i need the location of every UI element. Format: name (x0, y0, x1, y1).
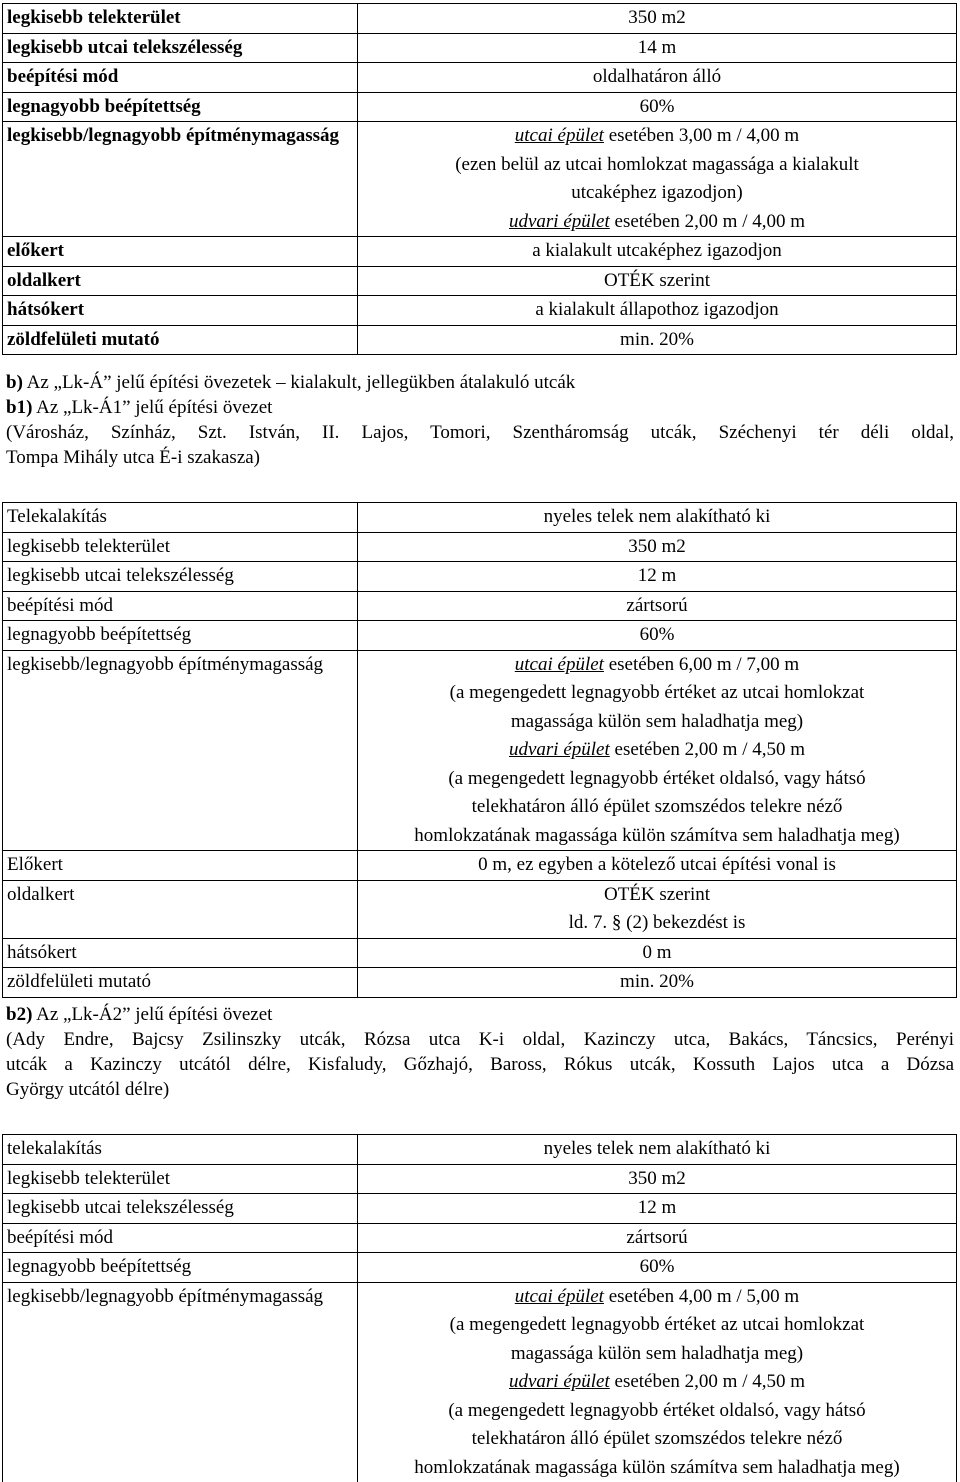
row-label: legnagyobb beépítettség (3, 621, 358, 651)
value-line: 12 m (362, 562, 952, 591)
value-line: magassága külön sem haladhatja meg) (362, 1340, 952, 1369)
value-line: 60% (362, 93, 952, 122)
table-row (3, 880, 957, 938)
row-label: legkisebb utcai telekszélesség (3, 1194, 358, 1224)
value-line: (a megengedett legnagyobb értéket oldalsó, vagy hátsó (362, 765, 952, 794)
row-value (358, 503, 957, 533)
value-line: min. 20% (362, 326, 952, 355)
row-label: hátsókert (3, 296, 358, 326)
row-label: hátsókert (3, 938, 358, 968)
table-row (3, 503, 957, 533)
table-row (3, 33, 957, 63)
value-line: (a megengedett legnagyobb értéket az utcai homlokzat (362, 1311, 952, 1340)
row-label: legkisebb telekterület (3, 4, 358, 34)
row-value (358, 968, 957, 998)
value-line: oldalhatáron álló (362, 63, 952, 92)
value-line: zártsorú (362, 592, 952, 621)
row-label: Előkert (3, 851, 358, 881)
value-line: 60% (362, 621, 952, 650)
table-row (3, 237, 957, 267)
row-value (358, 4, 957, 34)
value-line: 0 m, ez egyben a kötelező utcai építési vonal is (362, 851, 952, 880)
row-label: beépítési mód (3, 1223, 358, 1253)
row-label: legkisebb telekterület (3, 1164, 358, 1194)
row-value (358, 122, 957, 237)
value-line: nyeles telek nem alakítható ki (362, 1135, 952, 1164)
row-label: legkisebb telekterület (3, 532, 358, 562)
section-b2-description-line1: (Ady Endre, Bajcsy Zsilinszky utcák, Rózsa utca K-i oldal, Kazinczy utca, Bakács, Táncsics, Perényi (6, 1027, 954, 1052)
value-line: min. 20% (362, 968, 952, 997)
building-type-term: udvari épület (509, 1371, 610, 1392)
value-line: telekhatáron álló épület szomszédos telekre néző (362, 793, 952, 822)
table-row (3, 296, 957, 326)
row-value (358, 296, 957, 326)
row-value (358, 851, 957, 881)
value-line: nyeles telek nem alakítható ki (362, 503, 952, 532)
row-value (358, 325, 957, 355)
row-label: beépítési mód (3, 63, 358, 93)
row-label: legkisebb utcai telekszélesség (3, 562, 358, 592)
building-type-term: utcai épület (515, 654, 604, 675)
section-b1-heading: b1) Az „Lk-Á1” jelű építési övezet (6, 395, 954, 420)
value-line (362, 736, 952, 765)
value-text: esetében 4,00 m / 5,00 m (604, 1286, 799, 1307)
value-line (362, 122, 952, 151)
value-line: ld. 7. § (2) bekezdést is (362, 909, 952, 938)
building-type-term: udvari épület (509, 211, 610, 232)
row-value (358, 1253, 957, 1283)
table-row (3, 266, 957, 296)
row-label: zöldfelületi mutató (3, 325, 358, 355)
row-value (358, 63, 957, 93)
table-row (3, 1223, 957, 1253)
zoning-table-lk-a2 (2, 1134, 957, 1482)
value-line: OTÉK szerint (362, 881, 952, 910)
value-line: 0 m (362, 939, 952, 968)
building-type-term: udvari épület (509, 739, 610, 760)
zoning-table-lk-prev (2, 3, 957, 355)
value-text: esetében 6,00 m / 7,00 m (604, 654, 799, 675)
value-text: esetében 2,00 m / 4,50 m (610, 1371, 805, 1392)
section-b-heading: b) Az „Lk-Á” jelű építési övezetek – kialakult, jellegükben átalakuló utcák (6, 370, 954, 395)
zoning-table-lk-a1 (2, 502, 957, 998)
table-body (3, 503, 957, 998)
value-line (362, 208, 952, 237)
value-line: utcaképhez igazodjon) (362, 179, 952, 208)
row-label: legkisebb/legnagyobb építménymagasság (3, 122, 358, 237)
row-value (358, 92, 957, 122)
table-body (3, 4, 957, 355)
row-label: legkisebb/legnagyobb építménymagasság (3, 650, 358, 851)
row-value (358, 1282, 957, 1482)
row-value (358, 237, 957, 267)
row-label: legkisebb/legnagyobb építménymagasság (3, 1282, 358, 1482)
value-line: homlokzatának magassága külön számítva sem haladhatja meg) (362, 822, 952, 851)
section-b-text (6, 370, 954, 470)
building-type-term: utcai épület (515, 125, 604, 146)
table-row (3, 92, 957, 122)
table-row (3, 851, 957, 881)
row-label: Telekalakítás (3, 503, 358, 533)
value-line: 350 m2 (362, 533, 952, 562)
row-label: telekalakítás (3, 1135, 358, 1165)
table-row (3, 122, 957, 237)
row-label: előkert (3, 237, 358, 267)
row-value (358, 1194, 957, 1224)
value-line: 14 m (362, 34, 952, 63)
table-row (3, 968, 957, 998)
row-value (358, 1223, 957, 1253)
row-value (358, 650, 957, 851)
table-row (3, 562, 957, 592)
value-line (362, 1368, 952, 1397)
row-label: legnagyobb beépítettség (3, 1253, 358, 1283)
value-text: esetében 2,00 m / 4,50 m (610, 739, 805, 760)
building-type-term: utcai épület (515, 1286, 604, 1307)
row-value (358, 33, 957, 63)
section-b2-description-line3: György utcától délre) (6, 1077, 954, 1102)
table-row (3, 591, 957, 621)
table-row (3, 650, 957, 851)
row-value (358, 1135, 957, 1165)
row-value (358, 532, 957, 562)
row-value (358, 880, 957, 938)
table-row (3, 63, 957, 93)
value-line: magassága külön sem haladhatja meg) (362, 708, 952, 737)
row-label: legnagyobb beépítettség (3, 92, 358, 122)
value-line: 60% (362, 1253, 952, 1282)
row-value (358, 621, 957, 651)
row-value (358, 266, 957, 296)
value-line: homlokzatának magassága külön számítva sem haladhatja meg) (362, 1454, 952, 1482)
value-text: esetében 3,00 m / 4,00 m (604, 125, 799, 146)
row-value (358, 1164, 957, 1194)
value-line: (a megengedett legnagyobb értéket az utcai homlokzat (362, 679, 952, 708)
row-label: legkisebb utcai telekszélesség (3, 33, 358, 63)
section-b1-description-line2: Tompa Mihály utca É-i szakasza) (6, 445, 954, 470)
table-row (3, 938, 957, 968)
section-b2-heading: b2) Az „Lk-Á2” jelű építési övezet (6, 1002, 954, 1027)
section-b2-description-line2: utcák a Kazinczy utcától délre, Kisfaludy, Gőzhajó, Baross, Rókus utcák, Kossuth Lajos utca a Dózsa (6, 1052, 954, 1077)
table-row (3, 1135, 957, 1165)
value-line: 350 m2 (362, 4, 952, 33)
value-line: zártsorú (362, 1224, 952, 1253)
table-row (3, 1194, 957, 1224)
value-line: (a megengedett legnagyobb értéket oldalsó, vagy hátsó (362, 1397, 952, 1426)
value-line (362, 1283, 952, 1312)
table-row (3, 4, 957, 34)
row-value (358, 591, 957, 621)
table-body (3, 1135, 957, 1482)
value-line: (ezen belül az utcai homlokzat magassága a kialakult (362, 151, 952, 180)
row-label: oldalkert (3, 880, 358, 938)
value-line: OTÉK szerint (362, 267, 952, 296)
row-label: beépítési mód (3, 591, 358, 621)
value-line (362, 651, 952, 680)
row-value (358, 938, 957, 968)
row-label: oldalkert (3, 266, 358, 296)
value-line: a kialakult állapothoz igazodjon (362, 296, 952, 325)
row-value (358, 562, 957, 592)
table-row (3, 621, 957, 651)
value-line: 12 m (362, 1194, 952, 1223)
value-text: esetében 2,00 m / 4,00 m (610, 211, 805, 232)
section-b1-description-line1: (Városház, Színház, Szt. István, II. Lajos, Tomori, Szentháromság utcák, Széchenyi tér déli oldal, (6, 420, 954, 445)
value-line: a kialakult utcaképhez igazodjon (362, 237, 952, 266)
table-row (3, 1164, 957, 1194)
table-row (3, 1282, 957, 1482)
value-line: telekhatáron álló épület szomszédos telekre néző (362, 1425, 952, 1454)
value-line: 350 m2 (362, 1165, 952, 1194)
table-row (3, 532, 957, 562)
table-row (3, 1253, 957, 1283)
row-label: zöldfelületi mutató (3, 968, 358, 998)
table-row (3, 325, 957, 355)
section-b2-text (6, 1002, 954, 1102)
